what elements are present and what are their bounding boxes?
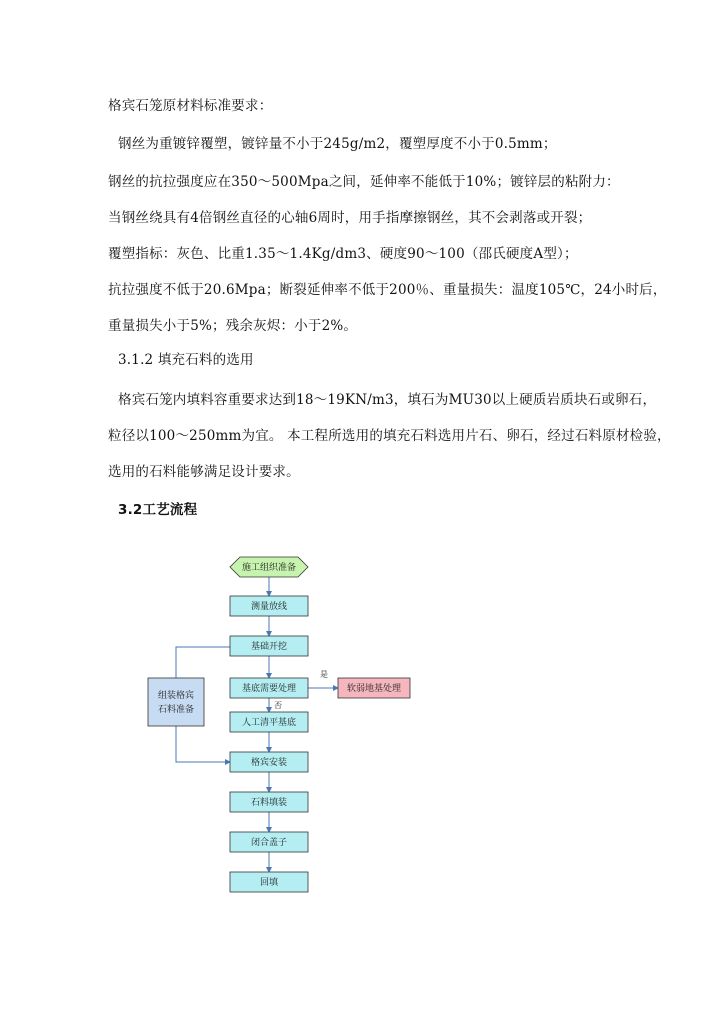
paragraph-title: 格宾石笼原材料标准要求： xyxy=(108,98,273,114)
edge-label-no: 否 xyxy=(274,701,282,710)
paragraph-line: 钢丝的抗拉强度应在350～500Mpa之间，延伸率不能低于10%；镀锌层的粘附力： xyxy=(108,174,620,190)
paragraph-line: 格宾石笼内填料容重要求达到18～19KN/m3，填石为MU30以上硬质岩质块石或卵石， xyxy=(118,392,657,408)
flow-node-step-7 xyxy=(230,832,308,852)
paragraph-line: 抗拉强度不低于20.6Mpa；断裂延伸率不低于200％、重量损失：温度105℃，24小时后， xyxy=(108,282,667,298)
flow-node-side-right xyxy=(338,678,410,698)
step-label: 基础开挖 xyxy=(250,642,288,652)
step-label: 人工清平基底 xyxy=(241,718,297,728)
flow-node-side-left xyxy=(148,678,204,726)
side-left-label-line2: 石料准备 xyxy=(157,705,195,715)
flow-node-step-4 xyxy=(230,712,308,732)
paragraph-line: 粒径以100～250mm为宜。 本工程所选用的填充石料选用片石、卵石，经过石料原材检验， xyxy=(108,428,671,444)
flow-node-step-5 xyxy=(230,752,308,772)
subsection-heading: 3.1.2 填充石料的选用 xyxy=(118,352,254,368)
flow-node-step-3 xyxy=(230,678,308,698)
arrow-left-to-step5 xyxy=(176,726,230,762)
paragraph-line: 重量损失小于5%；残余灰烬：小于2%。 xyxy=(108,318,358,334)
section-heading: 3.2工艺流程 xyxy=(118,502,198,518)
flow-node-start xyxy=(230,557,308,577)
step-label: 闭合盖子 xyxy=(250,838,288,848)
flow-node-step-2 xyxy=(230,636,308,656)
paragraph-line: 选用的石料能够满足设计要求。 xyxy=(108,464,300,480)
step-label: 基底需要处理 xyxy=(241,684,297,694)
edge-label-yes: 是 xyxy=(320,670,328,679)
line-step2-to-left xyxy=(176,647,230,678)
paragraph-line: 覆塑指标：灰色、比重1.35～1.4Kg/dm3、硬度90～100（邵氏硬度A型）； xyxy=(108,246,578,262)
paragraph-line: 当钢丝绕具有4倍钢丝直径的心轴6周时，用手指摩擦钢丝，其不会剥落或开裂； xyxy=(108,210,592,226)
side-right-label: 软弱地基处理 xyxy=(346,684,402,694)
paragraph-line: 钢丝为重镀锌覆塑，镀锌量不小于245g/m2，覆塑厚度不小于0.5mm； xyxy=(118,136,557,152)
step-label: 回填 xyxy=(259,878,279,888)
start-label: 施工组织准备 xyxy=(241,563,297,573)
side-left-label-line1: 组装格宾 xyxy=(157,691,195,701)
step-label: 测量放线 xyxy=(250,602,288,612)
step-label: 格宾安装 xyxy=(250,758,288,768)
flow-node-step-1 xyxy=(230,596,308,616)
flow-node-step-6 xyxy=(230,792,308,812)
step-label: 石料填装 xyxy=(250,798,288,808)
flow-node-step-8 xyxy=(230,872,308,892)
side-left-shape xyxy=(148,678,204,726)
